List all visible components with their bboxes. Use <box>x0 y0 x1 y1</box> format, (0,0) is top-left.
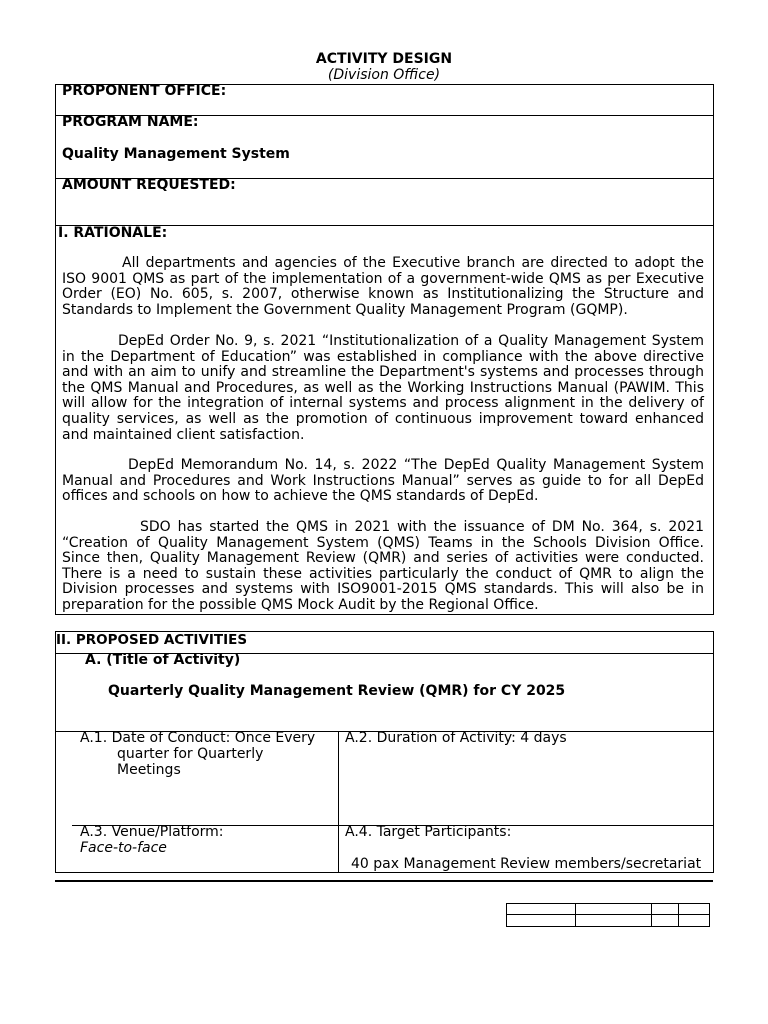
rationale-paragraph-4: SDO has started the QMS in 2021 with the issuance of DM No. 364, s. 2021 “Creation of Quality Management System (QMS) Teams in the Schools Division Office. Since then, Quality Management Review (QMR) and series of activities were conducted. There is a need to sustain these activities particularly the conduct of QMR to align the Division processes and systems with ISO9001-2015 QMS standards. This will also be in preparation for the possible QMS Mock Audit by the Regional Office. <box>62 519 704 613</box>
program-name-label: PROGRAM NAME: <box>62 114 199 130</box>
rationale-heading: I. RATIONALE: <box>58 225 168 241</box>
column-divider <box>651 903 652 927</box>
document-title: ACTIVITY DESIGN <box>315 51 453 67</box>
rationale-paragraph-1: All departments and agencies of the Executive branch are directed to adopt the ISO 9001 QMS as part of the implementation of a government-wide QMS as per Executive Order (EO) No. 605, s. 2007, otherwise known as Institutionalizing the Structure and Standards to Implement the Government Quality Management Program (GQMP). <box>62 255 704 318</box>
venue-label: A.3. Venue/Platform: <box>80 824 224 840</box>
proponent-office-label: PROPONENT OFFICE: <box>62 83 227 99</box>
column-divider <box>678 903 679 927</box>
date-of-conduct-label: A.1. Date of Conduct: Once Every <box>80 730 316 746</box>
venue-value: Face-to-face <box>80 840 167 856</box>
rationale-paragraph-2: DepEd Order No. 9, s. 2021 “Institutionalization of a Quality Management System in the Department of Education” was established in compliance with the above directive and with an aim to unify and streamline the Department's systems and processes through the QMS Manual and Procedures, as well as the Working Instructions Manual (PAWIM. This will allow for the integration of internal systems and process alignment in the delivery of quality services, as well as the promotion of continuous improvement toward enhanced and maintained client satisfaction. <box>62 333 704 443</box>
program-name-value: Quality Management System <box>62 146 290 162</box>
date-of-conduct-line2: quarter for Quarterly <box>117 746 264 762</box>
target-participants-label: A.4. Target Participants: <box>345 824 512 840</box>
duration-label: A.2. Duration of Activity: 4 days <box>345 730 567 746</box>
footer-table <box>506 903 710 927</box>
activity-title-value: Quarterly Quality Management Review (QMR) for CY 2025 <box>108 683 566 699</box>
footer-rule <box>55 880 713 882</box>
column-divider <box>575 903 576 927</box>
column-divider <box>338 731 339 873</box>
target-participants-value: 40 pax Management Review members/secretariat <box>351 856 702 872</box>
date-of-conduct-line3: Meetings <box>117 762 181 778</box>
activity-title-label: A. (Title of Activity) <box>85 652 241 668</box>
rationale-paragraph-3: DepEd Memorandum No. 14, s. 2022 “The DepEd Quality Management System Manual and Procedures and Work Instructions Manual” serves as guide to for all DepEd offices and schools on how to achieve the QMS standards of DepEd. <box>62 457 704 505</box>
proposed-activities-heading: II. PROPOSED ACTIVITIES <box>56 632 248 648</box>
amount-requested-label: AMOUNT REQUESTED: <box>62 177 236 193</box>
document-subtitle: (Division Office) <box>327 67 441 83</box>
divider <box>506 914 710 915</box>
